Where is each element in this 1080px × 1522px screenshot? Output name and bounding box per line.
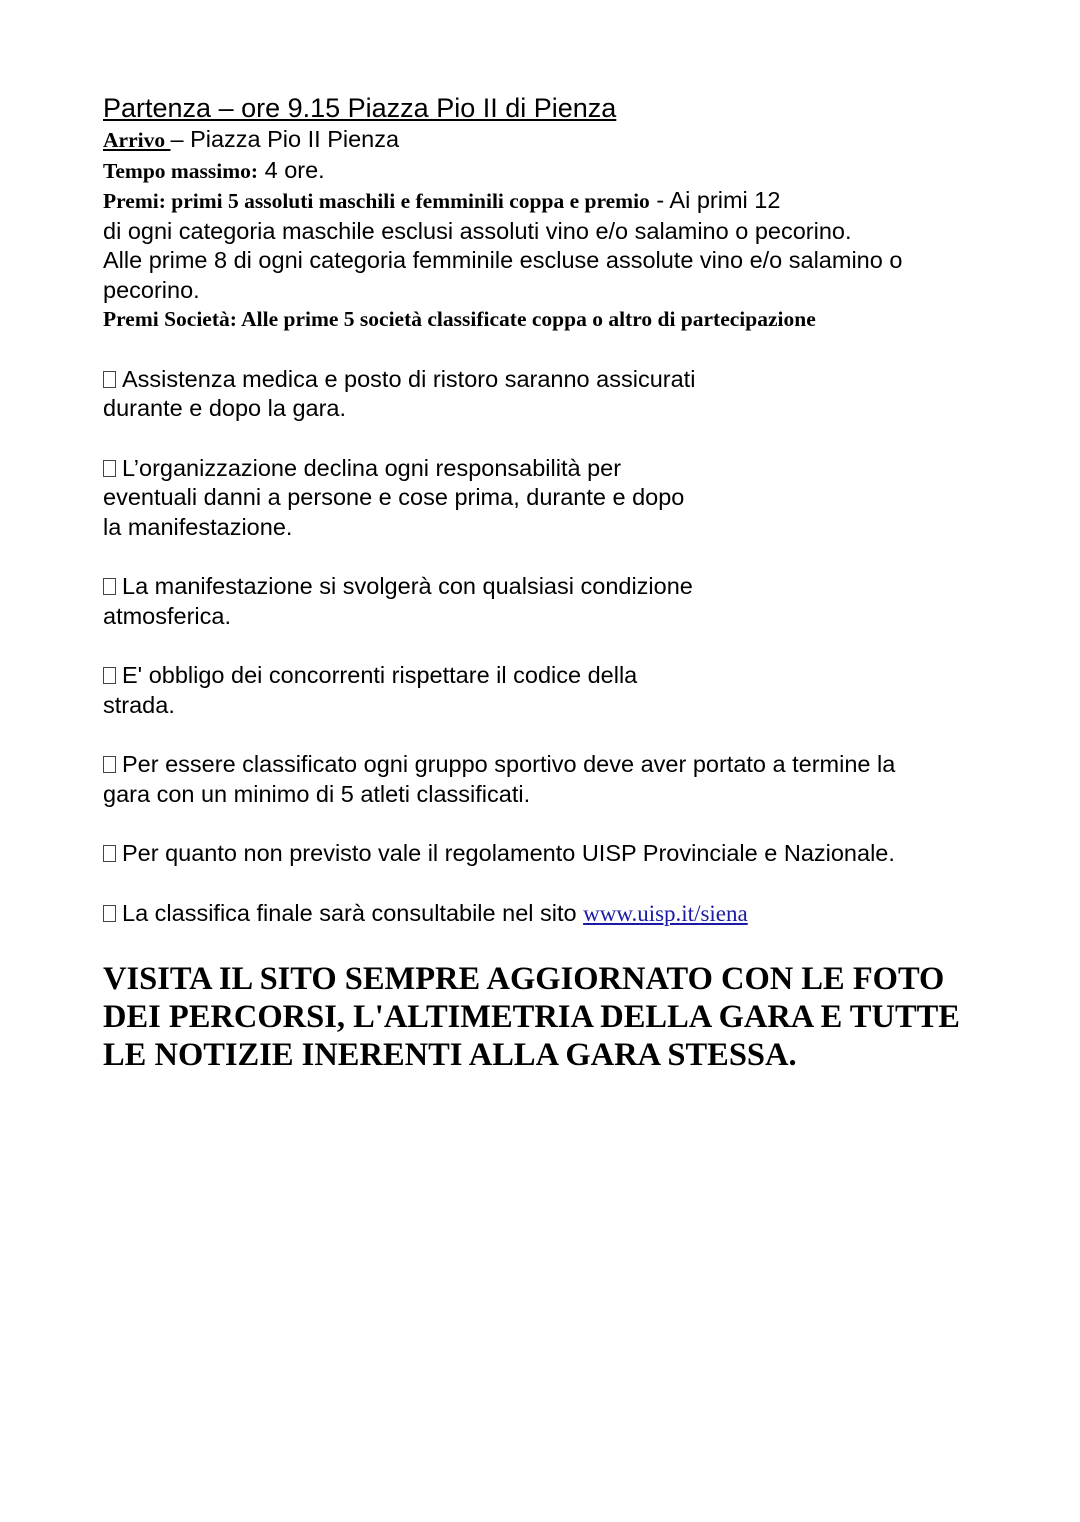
bullet-text: Per quanto non previsto vale il regolamento UISP Provinciale e Nazionale. — [122, 840, 895, 866]
classifica-text: La classifica finale sarà consultabile nel sito — [122, 899, 584, 926]
bullet-2-line-0 — [103, 572, 1003, 602]
document-page — [103, 92, 1003, 1074]
bullet-text: Per essere classificato ogni gruppo sportivo deve aver portato a termine la — [122, 751, 896, 777]
bullet-codice-strada — [103, 661, 1003, 720]
arrivo-label: Arrivo — [103, 128, 171, 152]
premi-block — [103, 186, 1003, 305]
premi-line1-rest: - Ai primi 12 — [649, 187, 781, 213]
visit-site-heading — [103, 960, 1003, 1074]
bullet-5-line-0 — [103, 839, 1003, 869]
visit-line-0: VISITA IL SITO SEMPRE AGGIORNATO CON LE FOTO — [103, 961, 945, 997]
bullet-assistenza — [103, 365, 1003, 424]
premi-line-1 — [103, 186, 1003, 217]
bullet-0-line-0 — [103, 365, 1003, 395]
arrivo-value: – Piazza Pio II Pienza — [170, 126, 400, 152]
bullet-3-line-1: strada. — [103, 691, 175, 718]
tempo-line — [103, 156, 1003, 187]
bullet-4-line-1: gara con un minimo di 5 atleti classificati. — [103, 780, 531, 807]
bullet-text: E' obbligo dei concorrenti rispettare il codice della — [122, 662, 638, 688]
bullet-text: La manifestazione si svolgerà con qualsiasi condizione — [122, 573, 693, 599]
premi-societa: Premi Società: Alle prime 5 società classificate coppa o altro di partecipazione — [103, 307, 816, 331]
premi-label: Premi: primi 5 assoluti maschili e femminili coppa e premio — [103, 189, 650, 213]
tempo-value: 4 ore. — [258, 156, 325, 183]
premi-line-2: di ogni categoria maschile esclusi assoluti vino e/o salamino o pecorino. — [103, 217, 852, 244]
premi-line-4: pecorino. — [103, 276, 200, 303]
checkbox-icon — [103, 845, 116, 862]
premi-line-3: Alle prime 8 di ogni categoria femminile escluse assolute vino e/o salamino o — [103, 247, 903, 273]
checkbox-icon — [103, 905, 116, 922]
bullet-regolamento — [103, 839, 1003, 869]
bullet-3-line-0 — [103, 661, 1003, 691]
bullet-0-line-1: durante e dopo la gara. — [103, 395, 347, 421]
checkbox-icon — [103, 578, 116, 595]
classifica-line — [103, 899, 1003, 929]
bullet-classificato — [103, 750, 1003, 809]
bullet-text: Assistenza medica e posto di ristoro saranno assicurati — [122, 365, 696, 392]
bullet-condizione — [103, 572, 1003, 631]
uisp-siena-link[interactable]: www.uisp.it/siena — [583, 900, 748, 926]
checkbox-icon — [103, 460, 116, 477]
bullet-1-line-0 — [103, 454, 1003, 484]
bullet-1-line-2: la manifestazione. — [103, 513, 293, 540]
checkbox-icon — [103, 371, 116, 388]
bullet-classifica — [103, 899, 1003, 929]
checkbox-icon — [103, 756, 116, 773]
arrivo-line — [103, 125, 1003, 156]
bullet-4-line-0 — [103, 750, 1003, 780]
tempo-label: Tempo massimo: — [103, 158, 259, 183]
bullet-organizzazione — [103, 454, 1003, 543]
visit-line-1: DEI PERCORSI, L'ALTIMETRIA DELLA GARA E TUTTE — [103, 999, 960, 1035]
bullet-text: L’organizzazione declina ogni responsabilità per — [122, 454, 622, 481]
bullet-1-line-1: eventuali danni a persone e cose prima, durante e dopo — [103, 484, 685, 510]
checkbox-icon — [103, 667, 116, 684]
bullet-2-line-1: atmosferica. — [103, 602, 231, 629]
visit-line-2: LE NOTIZIE INERENTI ALLA GARA STESSA. — [103, 1037, 797, 1073]
partenza-title: Partenza – ore 9.15 Piazza Pio II di Pienza — [103, 93, 617, 123]
